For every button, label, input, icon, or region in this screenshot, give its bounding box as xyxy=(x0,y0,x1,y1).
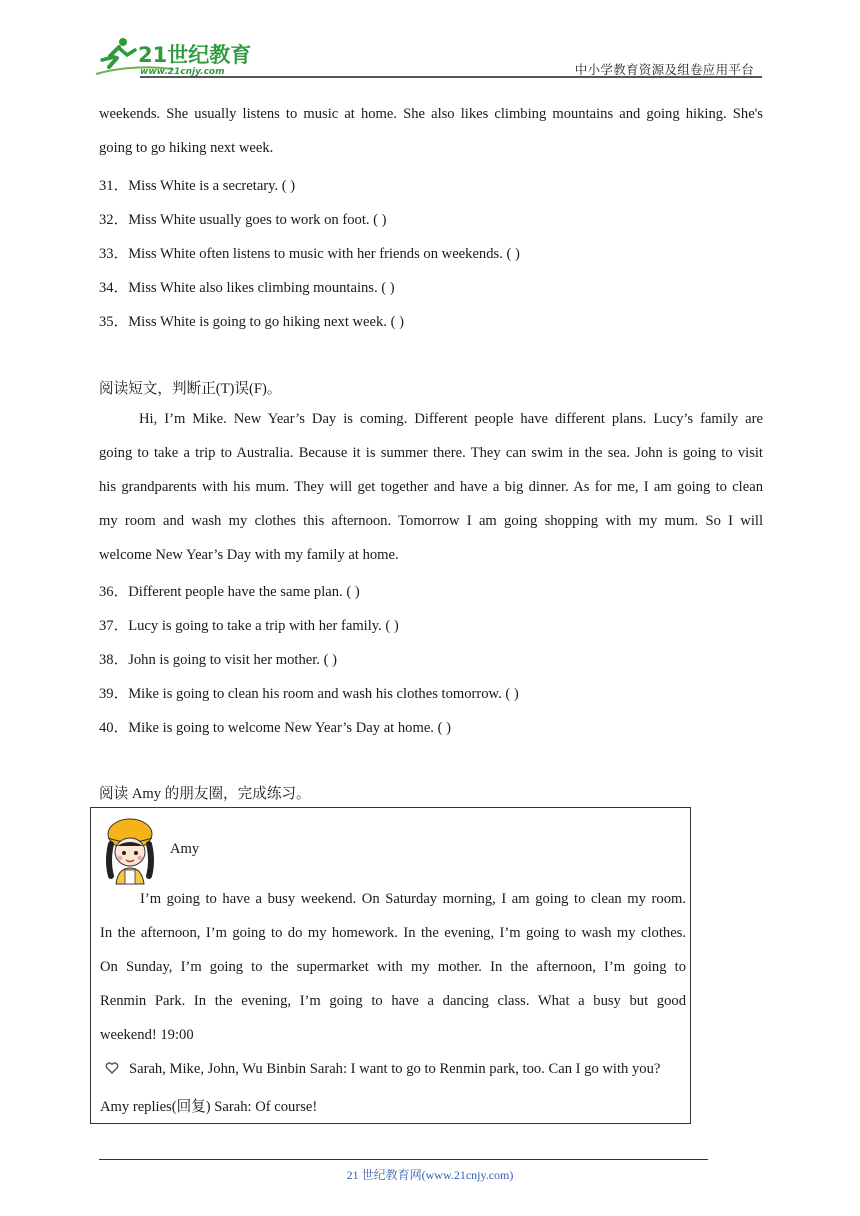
moments-post-box xyxy=(90,807,691,1124)
post-author: Amy xyxy=(170,841,200,857)
logo-main-text: 21世纪教育 xyxy=(138,43,252,67)
reply: Amy replies(回复) Sarah: Of course! xyxy=(100,1099,318,1115)
passage1-line-2: going to go hiking next week. xyxy=(99,140,274,156)
post-line-2: In the afternoon, I’m going to do my homework. In the evening, I’m going to wash my clothes. xyxy=(100,925,686,941)
question-34: 34．Miss White also likes climbing mountains. ( ) xyxy=(99,280,395,296)
question-31: 31．Miss White is a secretary. ( ) xyxy=(99,178,296,194)
post-line-3: On Sunday, I’m going to the supermarket with my mother. In the afternoon, I’m going to xyxy=(100,959,686,975)
likes-and-comment: Sarah, Mike, John, Wu Binbin Sarah: I want to go to Renmin park, too. Can I go with you? xyxy=(129,1061,661,1077)
post-line-4: Renmin Park. In the evening, I’m going to have a dancing class. What a busy but good xyxy=(100,993,686,1009)
passage2-line-2: going to take a trip to Australia. Because it is summer there. They can swim in the sea. John is going to visit xyxy=(99,445,763,461)
question-35: 35．Miss White is going to go hiking next week. ( ) xyxy=(99,314,404,330)
site-logo xyxy=(92,36,262,78)
post-line-5: weekend! 19:00 xyxy=(100,1027,194,1043)
header-divider xyxy=(140,76,762,78)
logo-sub-text: www.21cnjy.com xyxy=(140,67,225,77)
question-37: 37．Lucy is going to take a trip with her family. ( ) xyxy=(99,618,399,634)
question-38: 38．John is going to visit her mother. ( ) xyxy=(99,652,337,668)
post-line-1: I’m going to have a busy weekend. On Saturday morning, I am going to clean my room. xyxy=(140,891,686,907)
page-header xyxy=(92,30,762,80)
question-40: 40．Mike is going to welcome New Year’s Day at home. ( ) xyxy=(99,720,451,736)
heart-icon xyxy=(105,1061,119,1075)
passage2-line-5: welcome New Year’s Day with my family at home. xyxy=(99,547,399,563)
passage1-line-1: weekends. She usually listens to music at home. She also likes climbing mountains and going hiking. She's xyxy=(99,106,763,122)
question-33: 33．Miss White often listens to music with her friends on weekends. ( ) xyxy=(99,246,520,262)
question-32: 32．Miss White usually goes to work on foot. ( ) xyxy=(99,212,387,228)
section3-instruction: 阅读 Amy 的朋友圈，完成练习。 xyxy=(99,786,311,802)
passage2-line-1: Hi, I’m Mike. New Year’s Day is coming. Different people have different plans. Lucy’s family are xyxy=(139,411,763,427)
avatar xyxy=(101,816,159,886)
footer-text: 21 世纪教育网(www.21cnjy.com) xyxy=(346,1168,514,1182)
platform-name: 中小学教育资源及组卷应用平台 xyxy=(574,62,754,77)
passage2-line-4: my room and wash my clothes this afternoon. Tomorrow I am going shopping with my mum. So I will xyxy=(99,513,763,529)
footer-divider xyxy=(99,1159,708,1160)
question-36: 36．Different people have the same plan. ( ) xyxy=(99,584,360,600)
question-39: 39．Mike is going to clean his room and wash his clothes tomorrow. ( ) xyxy=(99,686,519,702)
passage2-line-3: his grandparents with his mum. They will get together and have a big dinner. As for me, I am going to clean xyxy=(99,479,763,495)
section2-instruction: 阅读短文，判断正(T)误(F)。 xyxy=(99,381,282,397)
